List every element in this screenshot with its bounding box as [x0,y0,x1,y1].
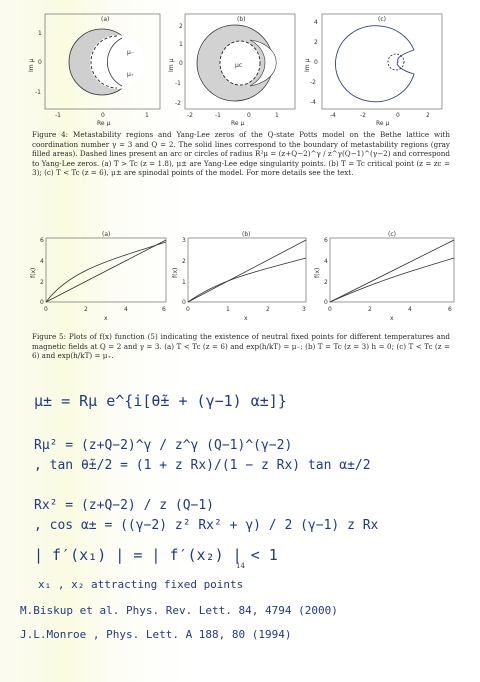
fig4c-ylabel: Im μ [304,58,311,72]
fig4-panel-c [304,14,442,126]
fig5-panel-a [30,231,166,322]
fig5b-xtick: 2 [266,306,270,313]
fig4c-ytick: 2 [314,39,318,46]
fig5b-ytick: 3 [182,237,186,244]
fig4b-ytick: 0 [179,60,183,67]
fig4a-xtick: 1 [145,112,149,119]
fig4b-xtick: -2 [187,112,193,119]
fig4a-ytick: 0 [38,59,42,66]
fig4c-xtick: -4 [330,112,336,119]
fig5b-ytick: 2 [182,258,186,265]
figure-5-caption: Figure 5: Plots of f(x) function (5) indicating the existence of neutral fixed points for different temperatures and magnetic fields at Q = 2 and γ = 3. (a) T < Tc (z = 6) and exp(h/kT) = μ₋; (b) T = Tc (z = 3) h = 0; (c) T < Tc (z = 6) and exp(h/kT) = μ₊. [32,332,450,361]
fig5b-ytick: 0 [182,299,186,306]
fig4a-ytick: -1 [35,89,41,96]
fig5a-ylabel: f(x) [30,267,37,278]
handwritten-eq-cos: , cos α± = ((γ−2) z² Rx² + γ) / 2 (γ−1) z Rx [34,518,379,533]
fig4c-xtick: 2 [426,112,430,119]
fig4b-ytick: 1 [179,41,183,48]
fig5a-ytick: 4 [40,258,44,265]
fig5c-ytick: 4 [324,258,328,265]
fig5b-ylabel: f(x) [172,267,179,278]
figure-4-caption: Figure 4: Metastability regions and Yang-Lee zeros of the Q-state Potts model on the Bethe lattice with coordination number γ = 3 and Q = 2. The solid lines correspond to the boundary of metastability regions (gray filled areas). Dashed lines present an arc or circles of radius R²μ = (z+Q−2)^γ / z^γ(Q−1)^(γ−2) and correspond to Yang-Lee zeros. (a) T > Tc (z = 1.8), μ± are Yang-Lee edge singularity points. (b) T = Tc critical point (z = zc = 3); (c) T < Tc (z = 6), μ± are spinodal points of the model. For more details see the text. [32,130,450,178]
handwritten-eq-fprime: | f′(x₁) | = | f′(x₂) | < 1 [34,546,278,564]
handwritten-eq-tan: , tan θ̃±/2 = (1 + z Rx)/(1 − z Rx) tan α±/2 [34,458,371,473]
fig4b-ytick: -1 [175,80,181,87]
handwritten-eq-rx: Rx² = (z+Q−2) / z (Q−1) [34,498,215,513]
fig5a-xtick: 2 [84,306,88,313]
fig4a-ytick: 1 [38,30,42,37]
fig4b-mu-c: μc [235,62,243,69]
fig5c-ytick: 6 [324,237,328,244]
handwritten-eq-mu: μ± = Rμ e^{i[θ̃± + (γ−1) α±]} [34,392,287,410]
fig5c-xtick: 0 [328,306,332,313]
fig4b-xtick: 0 [247,112,251,119]
fig4a-xtick: -1 [55,112,61,119]
fig5c-xlabel: x [390,315,394,322]
fig5-panel-b [172,231,306,322]
fig5a-xtick: 6 [162,306,166,313]
fig4b-xtick: -1 [215,112,221,119]
fig4c-xlabel: Re μ [376,120,390,126]
fig4c-label: (c) [378,16,386,23]
fig4a-label: (a) [101,16,110,23]
fig5c-xtick: 4 [408,306,412,313]
fig4b-label: (b) [237,16,246,23]
fig4b-xtick: 1 [275,112,279,119]
fig4b-ytick: 2 [179,23,183,30]
fig4-panel-b [168,14,295,126]
fig4c-ytick: 4 [314,19,318,26]
fig4a-xtick: 0 [101,112,105,119]
fig5b-xtick: 3 [302,306,306,313]
fig5a-label: (a) [102,231,111,238]
fig4b-xlabel: Re μ [231,120,245,126]
handwritten-note-fixed-points: x₁ , x₂ attracting fixed points [38,578,244,591]
fig4b-ylabel: Im μ [168,58,175,72]
fig4a-mu-minus: μ₋ [127,49,134,56]
fig5c-xtick: 2 [368,306,372,313]
fig4a-mu-plus: μ₊ [127,71,134,78]
fig5c-ytick: 2 [324,279,328,286]
page-number: 14 [236,562,245,570]
fig5c-ytick: 0 [324,299,328,306]
fig4c-ytick: -2 [310,79,316,86]
fig4a-ylabel: Im μ [28,58,35,72]
fig5a-ytick: 6 [40,237,44,244]
handwritten-ref-biskup: M.Biskup et al. Phys. Rev. Lett. 84, 4794 (2000) [20,604,338,617]
fig5-panel-c [314,231,454,322]
fig5c-ylabel: f(x) [314,267,321,278]
fig5c-xtick: 6 [448,306,452,313]
fig5a-xtick: 4 [124,306,128,313]
fig5a-ytick: 0 [40,299,44,306]
fig4a-xlabel: Re μ [97,120,111,126]
fig5a-xtick: 0 [44,306,48,313]
fig4-panel-a [28,14,160,126]
fig4c-ytick: 0 [314,59,318,66]
fig5a-ytick: 2 [40,279,44,286]
fig4b-ytick: -2 [175,100,181,107]
fig5b-label: (b) [242,231,251,238]
handwritten-eq-rmu: Rμ² = (z+Q−2)^γ / z^γ (Q−1)^(γ−2) [34,438,293,453]
fig5b-xlabel: x [244,315,248,322]
fig5b-xtick: 0 [186,306,190,313]
figure-4 [25,8,455,126]
fig4c-xtick: -2 [360,112,366,119]
handwritten-ref-monroe: J.L.Monroe , Phys. Lett. A 188, 80 (1994) [20,628,292,641]
fig5b-xtick: 1 [226,306,230,313]
fig4c-xtick: 0 [396,112,400,119]
fig5c-label: (c) [388,231,396,238]
fig5b-ytick: 1 [182,279,186,286]
fig5a-xlabel: x [104,315,108,322]
figure-5 [22,228,458,328]
fig4c-ytick: -4 [310,99,316,106]
